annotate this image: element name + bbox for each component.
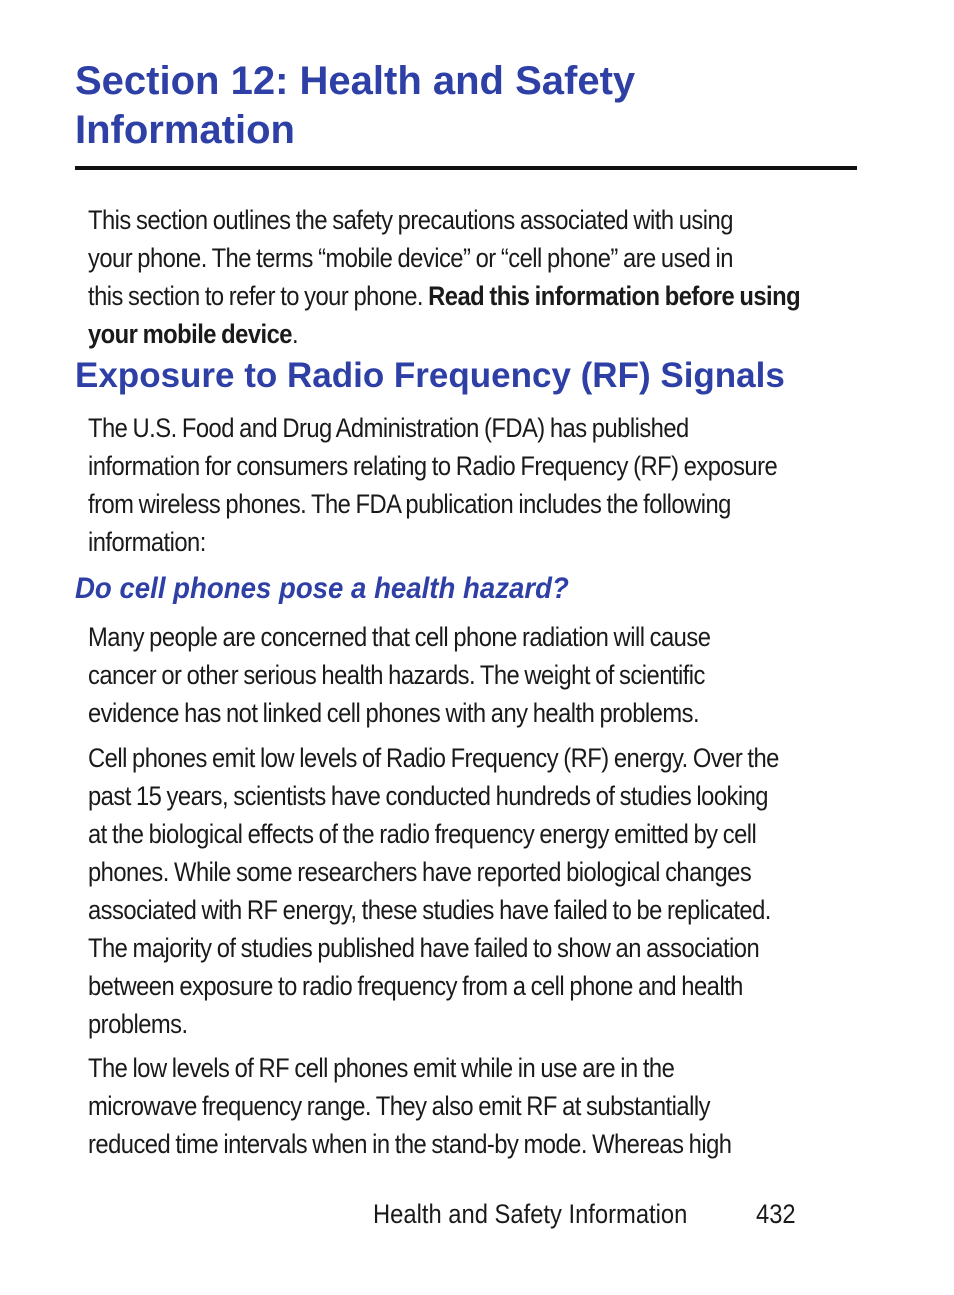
footer-page-number: 432 xyxy=(756,1199,796,1229)
rf-intro-line: information: xyxy=(88,527,206,557)
paragraph-line: The low levels of RF cell phones emit while in use are in the xyxy=(88,1053,675,1083)
paragraph-line: Cell phones emit low levels of Radio Frequency (RF) energy. Over the xyxy=(88,743,779,773)
intro-text: . xyxy=(291,319,299,349)
paragraph-line: past 15 years, scientists have conducted hundreds of studies looking xyxy=(88,781,768,811)
paragraph-line: problems. xyxy=(88,1009,188,1039)
intro-warning-bold: Read this information before using xyxy=(428,281,801,311)
title-divider xyxy=(75,166,857,170)
rf-intro-line: from wireless phones. The FDA publication includes the following xyxy=(88,489,731,519)
intro-paragraph xyxy=(88,201,801,353)
intro-line: your phone. The terms “mobile device” or “cell phone” are used in xyxy=(88,243,733,273)
health-paragraph-1 xyxy=(88,618,766,732)
paragraph-line: between exposure to radio frequency from a cell phone and health xyxy=(88,971,743,1001)
rf-signals-heading: Exposure to Radio Frequency (RF) Signals xyxy=(75,356,785,395)
health-paragraph-3 xyxy=(88,1049,766,1163)
intro-warning-bold: your mobile device xyxy=(88,319,292,349)
paragraph-line: at the biological effects of the radio frequency energy emitted by cell xyxy=(88,819,757,849)
section-title-line-1: Section 12: Health and Safety xyxy=(75,59,636,103)
rf-intro-line: information for consumers relating to Radio Frequency (RF) exposure xyxy=(88,451,778,481)
paragraph-line: cancer or other serious health hazards. The weight of scientific xyxy=(88,660,705,690)
health-hazard-question-heading: Do cell phones pose a health hazard? xyxy=(75,572,569,605)
rf-intro-line: The U.S. Food and Drug Administration (FDA) has published xyxy=(88,413,689,443)
intro-text: this section to refer to your phone. xyxy=(88,281,429,311)
paragraph-line: microwave frequency range. They also emit RF at substantially xyxy=(88,1091,710,1121)
paragraph-line: associated with RF energy, these studies have failed to be replicated. xyxy=(88,895,771,925)
intro-line xyxy=(88,277,801,315)
section-title-line-2: Information xyxy=(75,108,295,152)
paragraph-line: Many people are concerned that cell phone radiation will cause xyxy=(88,622,711,652)
footer-section-label: Health and Safety Information xyxy=(373,1199,688,1229)
intro-line xyxy=(88,315,766,353)
paragraph-line: phones. While some researchers have reported biological changes xyxy=(88,857,752,887)
health-paragraph-2 xyxy=(88,739,779,1043)
rf-intro-paragraph xyxy=(88,409,778,561)
intro-line: This section outlines the safety precautions associated with using xyxy=(88,205,733,235)
section-title xyxy=(75,57,865,155)
paragraph-line: The majority of studies published have failed to show an association xyxy=(88,933,760,963)
paragraph-line: reduced time intervals when in the stand-by mode. Whereas high xyxy=(88,1129,732,1159)
paragraph-line: evidence has not linked cell phones with any health problems. xyxy=(88,698,700,728)
